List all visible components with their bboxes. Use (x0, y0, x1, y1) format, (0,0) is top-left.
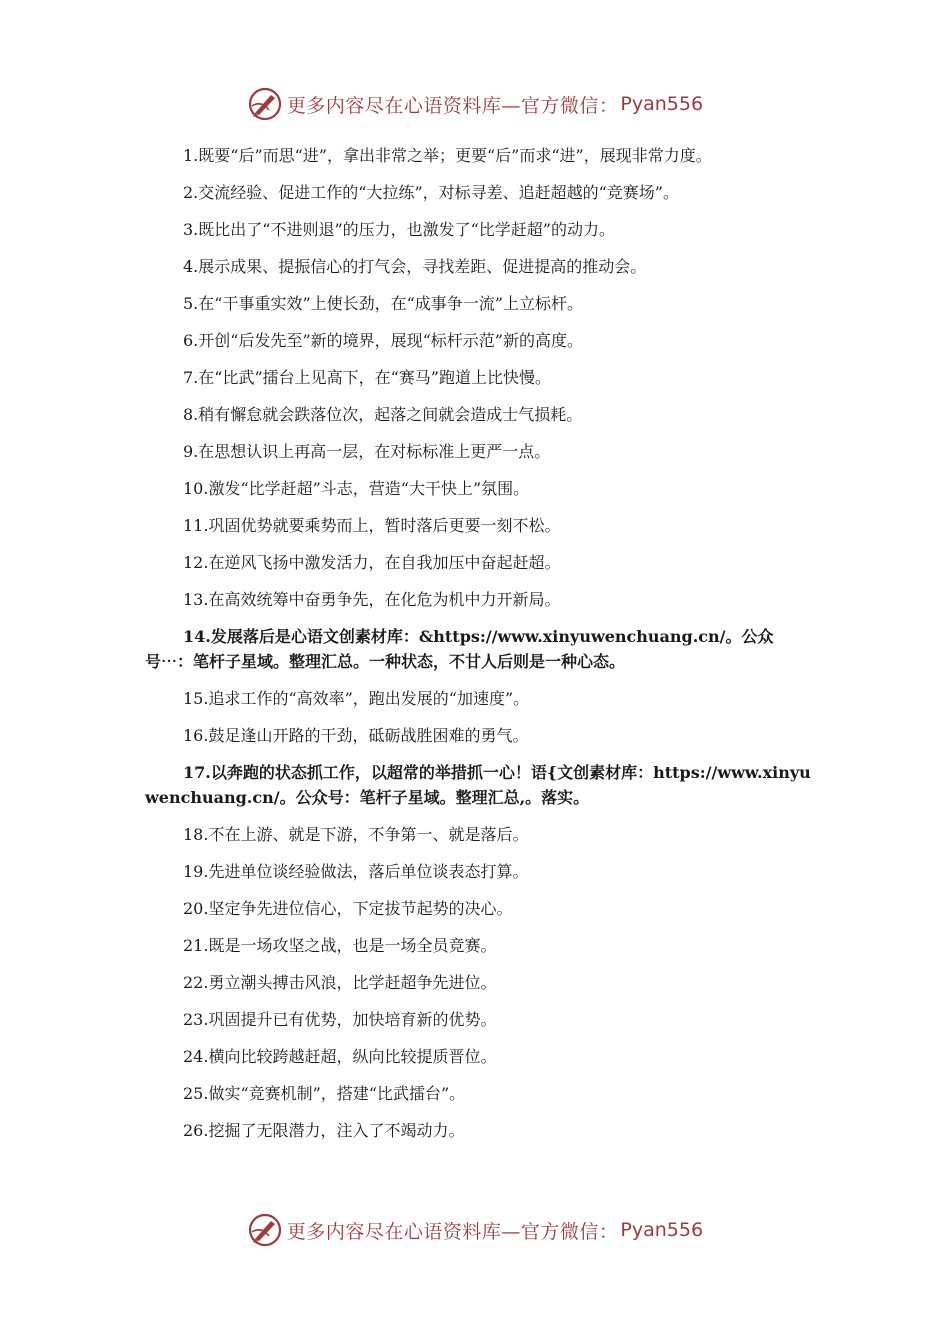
list-item: 18.不在上游、就是下游，不争第一、就是落后。 (183, 825, 529, 844)
pen-logo-icon (247, 1212, 283, 1248)
list-item: 26.挖掘了无限潜力，注入了不竭动力。 (183, 1121, 465, 1140)
list-item: 9.在思想认识上再高一层，在对标标准上更严一点。 (183, 442, 551, 461)
list-item: 17.以奔跑的状态抓工作，以超常的举措抓一心！语{文创素材库：https://www.xinyuwenchuang.cn/。公众号：笔杆子星域。整理汇总,。落实。 (145, 763, 811, 807)
footer-wechat-id: Pyan556 (620, 1219, 704, 1241)
header-banner (0, 82, 950, 126)
list-item: 12.在逆风飞扬中激发活力，在自我加压中奋起赶超。 (183, 553, 561, 572)
list-item: 13.在高效统筹中奋勇争先，在化危为机中力开新局。 (183, 590, 561, 609)
document-body (145, 143, 813, 1155)
list-item: 7.在“比武”擂台上见高下，在“赛马”跑道上比快慢。 (183, 368, 551, 387)
list-item: 25.做实“竞赛机制”，搭建“比武擂台”。 (183, 1084, 466, 1103)
pen-logo-icon (247, 86, 283, 122)
list-item: 23.巩固提升已有优势，加快培育新的优势。 (183, 1010, 497, 1029)
list-item: 19.先进单位谈经验做法，落后单位谈表态打算。 (183, 862, 529, 881)
list-item: 10.激发“比学赶超”斗志，营造“大干快上”氛围。 (183, 479, 530, 498)
list-item: 16.鼓足逢山开路的干劲，砥砺战胜困难的勇气。 (183, 726, 529, 745)
footer-banner-text: 更多内容尽在心语资料库—官方微信： (286, 1220, 619, 1243)
list-item: 3.既比出了“不进则退”的压力，也激发了“比学赶超”的动力。 (183, 220, 615, 239)
list-item: 21.既是一场攻坚之战，也是一场全员竞赛。 (183, 936, 497, 955)
list-item: 8.稍有懈怠就会跌落位次，起落之间就会造成士气损耗。 (183, 405, 583, 424)
list-item: 5.在“干事重实效”上使长劲，在“成事争一流”上立标杆。 (183, 294, 583, 313)
list-item: 1.既要“后”而思“进”，拿出非常之举；更要“后”而求“进”，展现非常力度。 (183, 146, 712, 165)
header-banner-text: 更多内容尽在心语资料库—官方微信： (286, 94, 619, 117)
header-wechat-id: Pyan556 (620, 93, 704, 115)
list-item: 24.横向比较跨越赶超，纵向比较提质晋位。 (183, 1047, 497, 1066)
list-item: 2.交流经验、促进工作的“大拉练”，对标寻差、追赶超越的“竞赛场”。 (183, 183, 679, 202)
list-item: 15.追求工作的“高效率”，跑出发展的“加速度”。 (183, 689, 530, 708)
footer-banner (0, 1208, 950, 1252)
list-item: 4.展示成果、提振信心的打气会，寻找差距、促进提高的推动会。 (183, 257, 647, 276)
list-item: 6.开创“后发先至”新的境界，展现“标杆示范”新的高度。 (183, 331, 583, 350)
list-item: 20.坚定争先进位信心，下定拔节起势的决心。 (183, 899, 513, 918)
list-item: 11.巩固优势就要乘势而上，暂时落后更要一刻不松。 (183, 516, 561, 535)
list-item: 22.勇立潮头搏击风浪，比学赶超争先进位。 (183, 973, 497, 992)
list-item: 14.发展落后是心语文创素材库：&https://www.xinyuwenchuang.cn/。公众号⋯：笔杆子星域。整理汇总。一种状态，不甘人后则是一种心态。 (145, 627, 774, 671)
